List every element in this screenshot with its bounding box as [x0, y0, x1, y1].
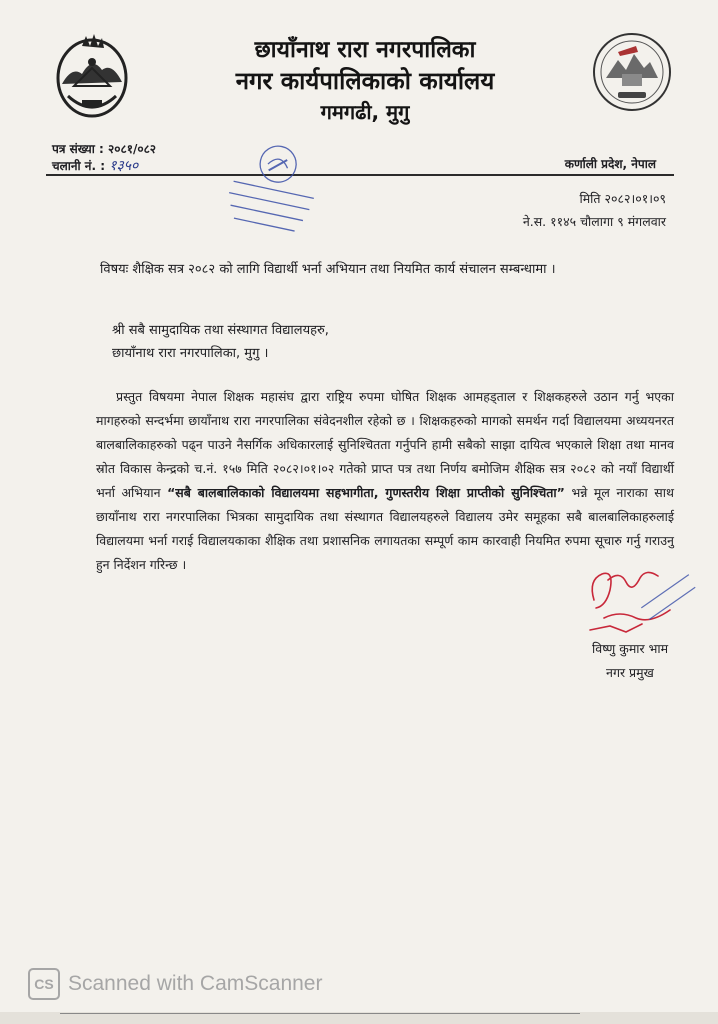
letter-body [96, 385, 674, 577]
municipality-logo-icon [588, 22, 676, 122]
government-emblem-icon [52, 26, 132, 126]
office-location: गमगढी, मुगु [320, 100, 410, 124]
body-paragraph-part2: भन्ने मूल नाराका साथ छायाँनाथ रारा नगरपालिका भित्रका सामुदायिक तथा संस्थागत विद्यालयहरुले विद्यालय उमेर समूहका सबै बालबालिकाहरुलाई विद्यालयमा भर्ना गराई विद्यालयकाका शैक्षिक तथा प्रशासनिक लगायतका सम्पूर्ण काम कारवाही नियमित रुपमा सूचारु गर्नु गराउनु हुन निर्देशन गरिन्छ । [96, 485, 674, 572]
handwritten-signature [580, 560, 700, 650]
camscanner-watermark [28, 968, 322, 1000]
office-name: नगर कार्यपालिकाको कार्यालय [235, 67, 495, 95]
date-nepal-sambat: ने.स. ११४५ चौलागा ९ मंगलवार [522, 214, 666, 229]
letter-number-value: २०८१/०८२ [107, 142, 157, 156]
body-paragraph-part1: प्रस्तुत विषयमा नेपाल शिक्षक महासंघ द्वारा राष्ट्रिय रुपमा घोषित शिक्षक आमहड्ताल र शिक्षकहरुले उठान गर्नु भएका मागहरुको सन्दर्भमा छायाँनाथ रारा नगरपालिका संवेदनशील रहेको छ । शिक्षकहरुको मागको समर्थन गर्दा विद्यालयमा अध्ययनरत बालबालिकाहरुको पढ्न पाउने नैसर्गिक अधिकारलाई सुनिश्चितता गर्नुपनि हामी सबैको साझा दायित्व भएकाले शिक्षा तथा मानव स्रोत विकास केन्द्रको च.नं. १५७ मिति २०८२।०१।०२ गतेको प्राप्त पत्र तथा निर्णय बमोजिम शैक्षिक सत्र २०८२ को नयाँ विद्यार्थी भर्ना अभियान [96, 389, 674, 500]
recipient-line-1: श्री सबै सामुदायिक तथा संस्थागत विद्यालयहरु, [112, 323, 329, 338]
signatory-name: विष्णु कुमार भाम [592, 641, 669, 656]
subject-line: विषयः शैक्षिक सत्र २०८२ को लागि विद्यार्थी भर्ना अभियान तथा नियमित कार्य संचालन सम्बन्धामा । [100, 262, 556, 277]
letter-number [52, 140, 156, 157]
dispatch-number [52, 156, 138, 175]
camscanner-text: Scanned with CamScanner [68, 972, 323, 995]
recipient-line-2: छायाँनाथ रारा नगरपालिका, मुगु । [112, 346, 269, 361]
header-divider [46, 174, 674, 176]
signatory-title: नगर प्रमुख [606, 665, 654, 680]
dispatch-number-value: १३५० [109, 158, 139, 174]
date-bs: मिति २०८२।०१।०९ [579, 191, 666, 206]
province-label: कर्णाली प्रदेश, नेपाल [564, 157, 656, 171]
camscanner-logo-icon: CS [28, 968, 60, 1000]
office-stamp [205, 133, 335, 243]
footer-rule [60, 1013, 580, 1014]
campaign-slogan: “सबै बालबालिकाको विद्यालयमा सहभागीता, गुणस्तरीय शिक्षा प्राप्तीको सुनिश्चिता” [167, 485, 565, 500]
letter-number-label: पत्र संख्या : [52, 142, 104, 156]
municipality-name: छायाँनाथ रारा नगरपालिका [254, 37, 476, 63]
dispatch-number-label: चलानी नं. : [52, 159, 106, 173]
